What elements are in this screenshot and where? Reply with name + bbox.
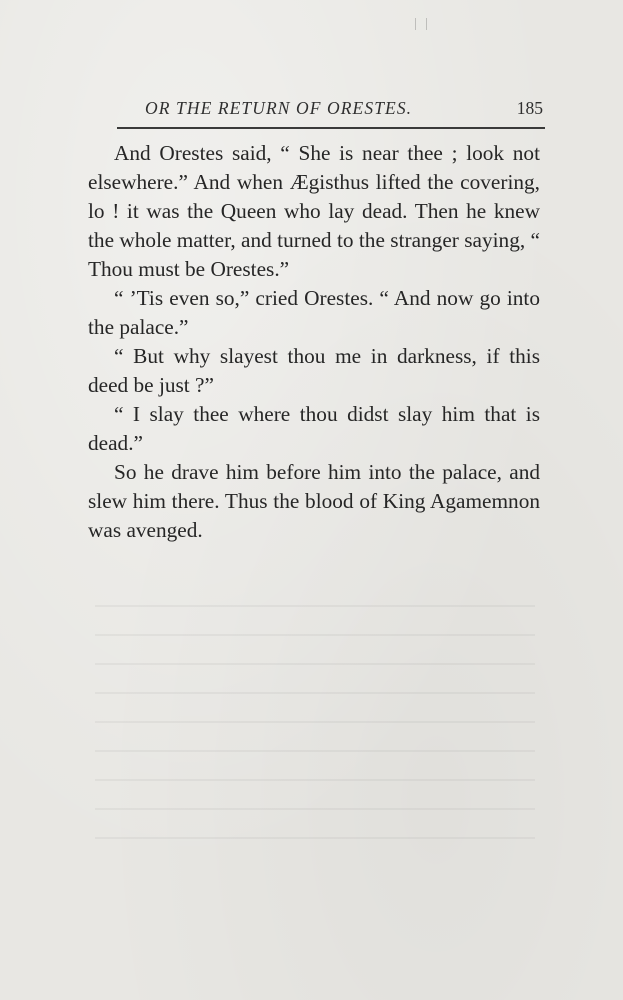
body-text bbox=[88, 139, 540, 545]
binding-mark bbox=[415, 18, 427, 30]
running-title: OR THE RETURN OF ORESTES. bbox=[145, 98, 413, 118]
header-rule bbox=[117, 127, 545, 129]
paragraph: And Orestes said, “ She is near thee ; look not elsewhere.” And when Ægisthus lifted the covering, lo ! it was the Queen who lay dead. Then he knew the whole matter, and turned to the stranger saying, “ Thou must be Orestes.” bbox=[88, 141, 540, 281]
paragraph: So he drave him before him into the palace, and slew him there. Thus the blood of King Agamemnon was avenged. bbox=[88, 460, 540, 542]
paragraph: “ I slay thee where thou didst slay him that is dead.” bbox=[88, 402, 540, 455]
running-header bbox=[117, 98, 545, 128]
page-number: 185 bbox=[516, 98, 543, 118]
paragraph: “ ’Tis even so,” cried Orestes. “ And now go into the palace.” bbox=[88, 286, 540, 339]
show-through-texture bbox=[95, 585, 535, 855]
paragraph: “ But why slayest thou me in darkness, if this deed be just ?” bbox=[88, 344, 540, 397]
